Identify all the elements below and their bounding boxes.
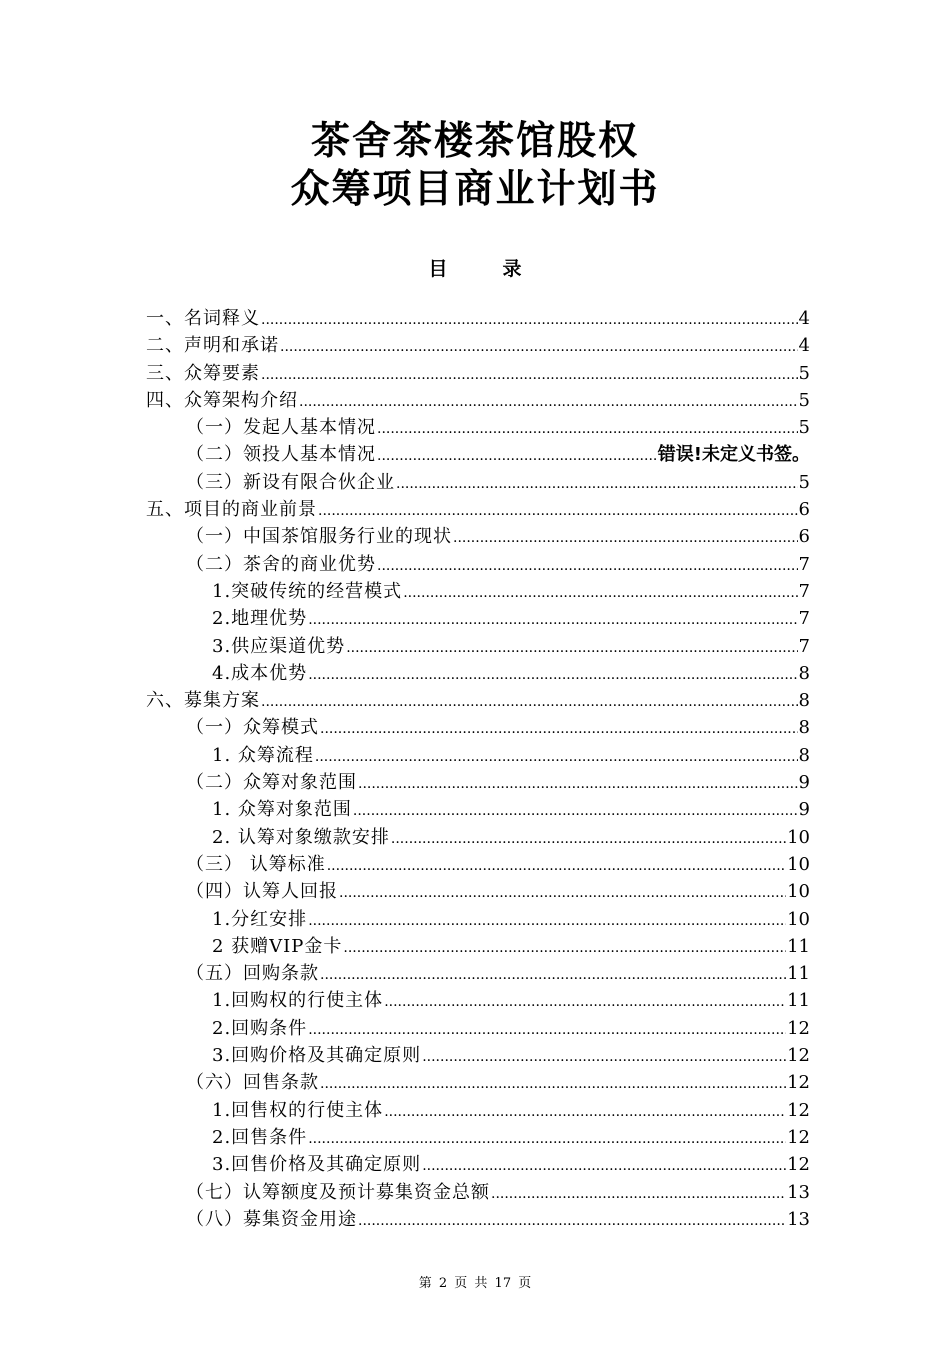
toc-entry-page-number: 8 xyxy=(798,662,810,684)
toc-entry-page-number: 12 xyxy=(787,1126,810,1148)
toc-entry-page-number: 5 xyxy=(798,471,810,493)
toc-entry-page-number: 12 xyxy=(787,1017,810,1039)
toc-leader-dots xyxy=(308,1022,786,1038)
toc-entry[interactable] xyxy=(146,304,810,331)
toc-leader-dots xyxy=(422,1158,786,1174)
toc-entry[interactable] xyxy=(146,959,810,986)
toc-entry[interactable] xyxy=(146,1014,810,1041)
toc-entry-page-number: 12 xyxy=(787,1154,810,1176)
toc-leader-dots xyxy=(308,913,786,929)
toc-entry-label: 1.突破传统的经营模式 xyxy=(212,580,403,602)
toc-entry-page-number: 12 xyxy=(787,1099,810,1121)
toc-entry-label: 一、名词释义 xyxy=(146,308,260,329)
toc-entry[interactable] xyxy=(146,386,810,413)
toc-entry-label: （二）领投人基本情况 xyxy=(186,444,376,466)
toc-entry-label: （三）新设有限合伙企业 xyxy=(186,471,395,493)
toc-entry[interactable] xyxy=(146,768,810,795)
toc-leader-dots xyxy=(308,1131,786,1147)
toc-entry-page-number: 10 xyxy=(787,908,810,930)
toc-entry[interactable] xyxy=(146,1178,810,1205)
toc-entry-page-number: 5 xyxy=(798,362,810,384)
toc-leader-dots xyxy=(384,994,786,1010)
toc-entry-label: （一）中国茶馆服务行业的现状 xyxy=(186,526,452,548)
toc-leader-dots xyxy=(308,667,797,683)
toc-leader-dots xyxy=(261,694,798,710)
toc-entry-label: 1.回购权的行使主体 xyxy=(212,990,384,1012)
toc-entry-label: 三、众筹要素 xyxy=(146,362,260,384)
toc-leader-dots xyxy=(299,394,798,410)
document-title-line1: 茶舍茶楼茶馆股权 xyxy=(310,119,639,164)
toc-leader-dots xyxy=(339,885,786,901)
toc-entry-label: 1.分红安排 xyxy=(212,908,308,930)
toc-entry-label: （一）发起人基本情况 xyxy=(186,417,376,439)
toc-entry-page-number: 5 xyxy=(798,389,810,411)
toc-entry[interactable] xyxy=(146,577,810,604)
toc-leader-dots xyxy=(396,476,798,492)
toc-leader-dots xyxy=(403,585,797,601)
toc-entry-label: 六、募集方案 xyxy=(146,690,260,712)
toc-entry-page-number: 7 xyxy=(798,580,810,602)
toc-entry-page-number: 13 xyxy=(787,1181,810,1203)
toc-leader-dots xyxy=(346,640,797,656)
toc-leader-dots xyxy=(280,339,798,355)
toc-leader-dots xyxy=(315,749,798,765)
toc-entry[interactable] xyxy=(146,823,810,850)
toc-entry-page-number: 12 xyxy=(787,1072,810,1094)
toc-entry-label: （二）茶舍的商业优势 xyxy=(186,553,376,575)
toc-entry-label: 1. 众筹对象范围 xyxy=(212,799,352,821)
toc-entry-page-number: 11 xyxy=(787,990,810,1012)
toc-entry[interactable] xyxy=(146,877,810,904)
toc-leader-dots xyxy=(320,967,786,983)
toc-entry-label: （二）众筹对象范围 xyxy=(186,772,357,794)
toc-entry-label: 五、项目的商业前景 xyxy=(146,499,317,521)
toc-entry[interactable] xyxy=(146,1068,810,1095)
toc-entry[interactable] xyxy=(146,1205,810,1232)
toc-leader-dots xyxy=(377,421,798,437)
toc-entry[interactable] xyxy=(146,604,810,631)
toc-entry[interactable] xyxy=(146,468,810,495)
toc-entry[interactable] xyxy=(146,659,810,686)
toc-entry[interactable] xyxy=(146,1123,810,1150)
toc-entry[interactable] xyxy=(146,1150,810,1177)
toc-entry-label: （一）众筹模式 xyxy=(186,717,319,739)
toc-entry-page-number: 9 xyxy=(798,799,810,821)
toc-entry-label: 四、众筹架构介绍 xyxy=(146,389,298,411)
toc-entry-label: 3.回购价格及其确定原则 xyxy=(212,1045,422,1067)
toc-entry-label: 2.回购条件 xyxy=(212,1017,308,1039)
toc-entry-label: （三） 认筹标准 xyxy=(186,853,326,875)
toc-entry-page-number: 4 xyxy=(798,335,810,357)
toc-entry-page-number: 8 xyxy=(798,744,810,766)
toc-entry-page-number: 12 xyxy=(787,1045,810,1067)
toc-entry-label: （八）募集资金用途 xyxy=(186,1208,357,1230)
toc-entry-label: 2 获赠VIP金卡 xyxy=(212,935,343,957)
toc-leader-dots xyxy=(261,367,798,383)
toc-entry-page-number: 7 xyxy=(798,635,810,657)
toc-entry[interactable] xyxy=(146,713,810,740)
toc-entry-page-number: 9 xyxy=(798,772,810,794)
toc-entry-label: （六）回售条款 xyxy=(186,1072,319,1094)
toc-leader-dots xyxy=(491,1186,786,1202)
toc-leader-dots xyxy=(422,1049,786,1065)
toc-leader-dots xyxy=(377,558,798,574)
toc-entry-label: 2.地理优势 xyxy=(212,608,308,630)
toc-entry-label: 3.回售价格及其确定原则 xyxy=(212,1154,422,1176)
toc-leader-dots xyxy=(320,1076,786,1092)
toc-entry-label: （五）回购条款 xyxy=(186,963,319,985)
toc-entry[interactable] xyxy=(146,932,810,959)
toc-entry[interactable] xyxy=(146,905,810,932)
toc-entry-label: 3.供应渠道优势 xyxy=(212,635,346,657)
toc-entry[interactable] xyxy=(146,413,810,440)
toc-entry[interactable] xyxy=(146,522,810,549)
toc-entry-label: （四）认筹人回报 xyxy=(186,881,338,903)
toc-leader-dots xyxy=(308,612,797,628)
table-of-contents xyxy=(146,304,810,1232)
toc-entry[interactable] xyxy=(146,331,810,358)
toc-leader-dots xyxy=(318,503,798,519)
toc-entry[interactable] xyxy=(146,1041,810,1068)
toc-entry-label: 1. 众筹流程 xyxy=(212,744,314,766)
toc-leader-dots xyxy=(327,858,786,874)
toc-entry[interactable] xyxy=(146,550,810,577)
toc-entry-label: 4.成本优势 xyxy=(212,662,308,684)
toc-entry[interactable] xyxy=(146,741,810,768)
toc-entry-page-number: 11 xyxy=(787,963,810,985)
toc-entry-page-number: 8 xyxy=(798,717,810,739)
toc-entry-page-number: 10 xyxy=(787,881,810,903)
toc-entry-label: 2.回售条件 xyxy=(212,1126,308,1148)
document-title-line2: 众筹项目商业计划书 xyxy=(290,167,660,212)
toc-entry[interactable] xyxy=(146,1096,810,1123)
toc-entry-label: 二、声明和承诺 xyxy=(146,335,279,357)
toc-entry[interactable] xyxy=(146,686,810,713)
toc-entry-page-number: 10 xyxy=(787,853,810,875)
toc-leader-dots xyxy=(391,831,786,847)
toc-entry-page-number: 6 xyxy=(798,526,810,548)
toc-entry-page-number: 13 xyxy=(787,1208,810,1230)
toc-entry-page-number: 4 xyxy=(798,308,810,329)
toc-entry-label: 2. 认筹对象缴款安排 xyxy=(212,826,390,848)
toc-entry-label: （七）认筹额度及预计募集资金总额 xyxy=(186,1181,490,1203)
toc-leader-dots xyxy=(384,1104,786,1120)
toc-entry-page-number: 6 xyxy=(798,499,810,521)
toc-entry-label: 1.回售权的行使主体 xyxy=(212,1099,384,1121)
toc-entry[interactable] xyxy=(146,795,810,822)
toc-entry[interactable] xyxy=(146,440,810,467)
toc-entry[interactable] xyxy=(146,359,810,386)
toc-entry[interactable] xyxy=(146,986,810,1013)
toc-entry[interactable] xyxy=(146,850,810,877)
toc-leader-dots xyxy=(353,803,798,819)
toc-entry[interactable] xyxy=(146,632,810,659)
toc-leader-dots xyxy=(261,312,798,328)
toc-entry-page-number: 7 xyxy=(798,553,810,575)
toc-leader-dots xyxy=(320,721,798,737)
toc-leader-dots xyxy=(358,776,798,792)
toc-entry-page-number: 7 xyxy=(798,608,810,630)
toc-entry-page-number: 8 xyxy=(798,690,810,712)
toc-entry-page-number: 5 xyxy=(798,417,810,439)
toc-leader-dots xyxy=(343,940,786,956)
toc-leader-dots xyxy=(377,448,657,464)
toc-entry-page-number: 错误!未定义书签。 xyxy=(657,444,810,466)
page-footer: 第 2 页 共 17 页 xyxy=(418,1276,532,1291)
toc-entry[interactable] xyxy=(146,495,810,522)
toc-entry-page-number: 10 xyxy=(787,826,810,848)
toc-heading: 目 录 xyxy=(428,258,540,280)
toc-leader-dots xyxy=(358,1213,786,1229)
toc-leader-dots xyxy=(453,530,798,546)
toc-entry-page-number: 11 xyxy=(787,935,810,957)
